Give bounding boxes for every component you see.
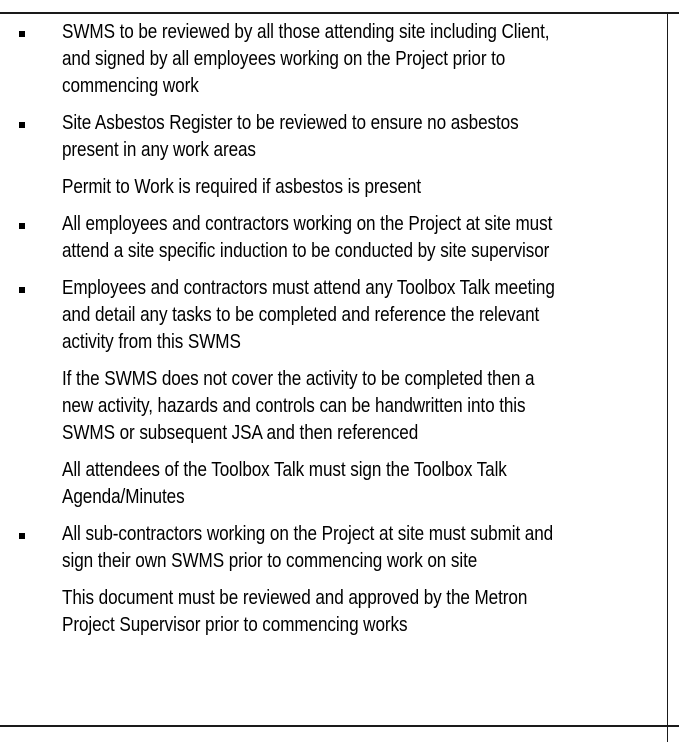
paragraph-text	[62, 173, 647, 200]
bullet-list-item	[0, 18, 667, 99]
paragraph-text	[62, 365, 647, 446]
list-item-continuation	[0, 173, 667, 200]
text-line: new activity, hazards and controls can be handwritten into this	[62, 394, 526, 417]
paragraph-text	[62, 274, 647, 355]
text-line: SWMS or subsequent JSA and then referenced	[62, 421, 419, 444]
list-item-continuation	[0, 365, 667, 446]
bullet-list-item	[0, 210, 667, 264]
text-line: present in any work areas	[62, 138, 256, 161]
square-bullet-icon	[19, 533, 25, 539]
paragraph-text	[62, 456, 647, 510]
list-item-continuation	[0, 584, 667, 638]
paragraph-text	[62, 584, 647, 638]
text-line: and signed by all employees working on the Project prior to	[62, 47, 506, 70]
text-line: Employees and contractors must attend any Toolbox Talk meeting	[62, 276, 555, 299]
text-line: sign their own SWMS prior to commencing work on site	[62, 549, 478, 572]
text-line: and detail any tasks to be completed and reference the relevant	[62, 303, 540, 326]
text-line: activity from this SWMS	[62, 330, 241, 353]
paragraph-text	[62, 109, 647, 163]
text-line: All employees and contractors working on the Project at site must	[62, 212, 553, 235]
text-line: Site Asbestos Register to be reviewed to ensure no asbestos	[62, 111, 519, 134]
text-line: attend a site specific induction to be conducted by site supervisor	[62, 239, 550, 262]
text-line: Project Supervisor prior to commencing works	[62, 613, 408, 636]
bullet-list-item	[0, 274, 667, 355]
text-line: This document must be reviewed and approved by the Metron	[62, 586, 528, 609]
requirements-list	[0, 18, 667, 648]
list-item-continuation	[0, 456, 667, 510]
square-bullet-icon	[19, 31, 25, 37]
paragraph-text	[62, 210, 647, 264]
paragraph-text	[62, 18, 647, 99]
text-line: commencing work	[62, 74, 199, 97]
text-line: Agenda/Minutes	[62, 485, 185, 508]
text-line: All attendees of the Toolbox Talk must sign the Toolbox Talk	[62, 458, 507, 481]
table-top-border	[0, 12, 679, 14]
text-line: SWMS to be reviewed by all those attending site including Client,	[62, 20, 550, 43]
text-line: Permit to Work is required if asbestos is present	[62, 175, 422, 198]
text-line: All sub-contractors working on the Project at site must submit and	[62, 522, 554, 545]
table-right-border	[667, 12, 668, 742]
square-bullet-icon	[19, 287, 25, 293]
table-bottom-border	[0, 725, 679, 727]
bullet-list-item	[0, 520, 667, 574]
square-bullet-icon	[19, 122, 25, 128]
text-line: If the SWMS does not cover the activity to be completed then a	[62, 367, 535, 390]
bullet-list-item	[0, 109, 667, 163]
square-bullet-icon	[19, 223, 25, 229]
paragraph-text	[62, 520, 647, 574]
